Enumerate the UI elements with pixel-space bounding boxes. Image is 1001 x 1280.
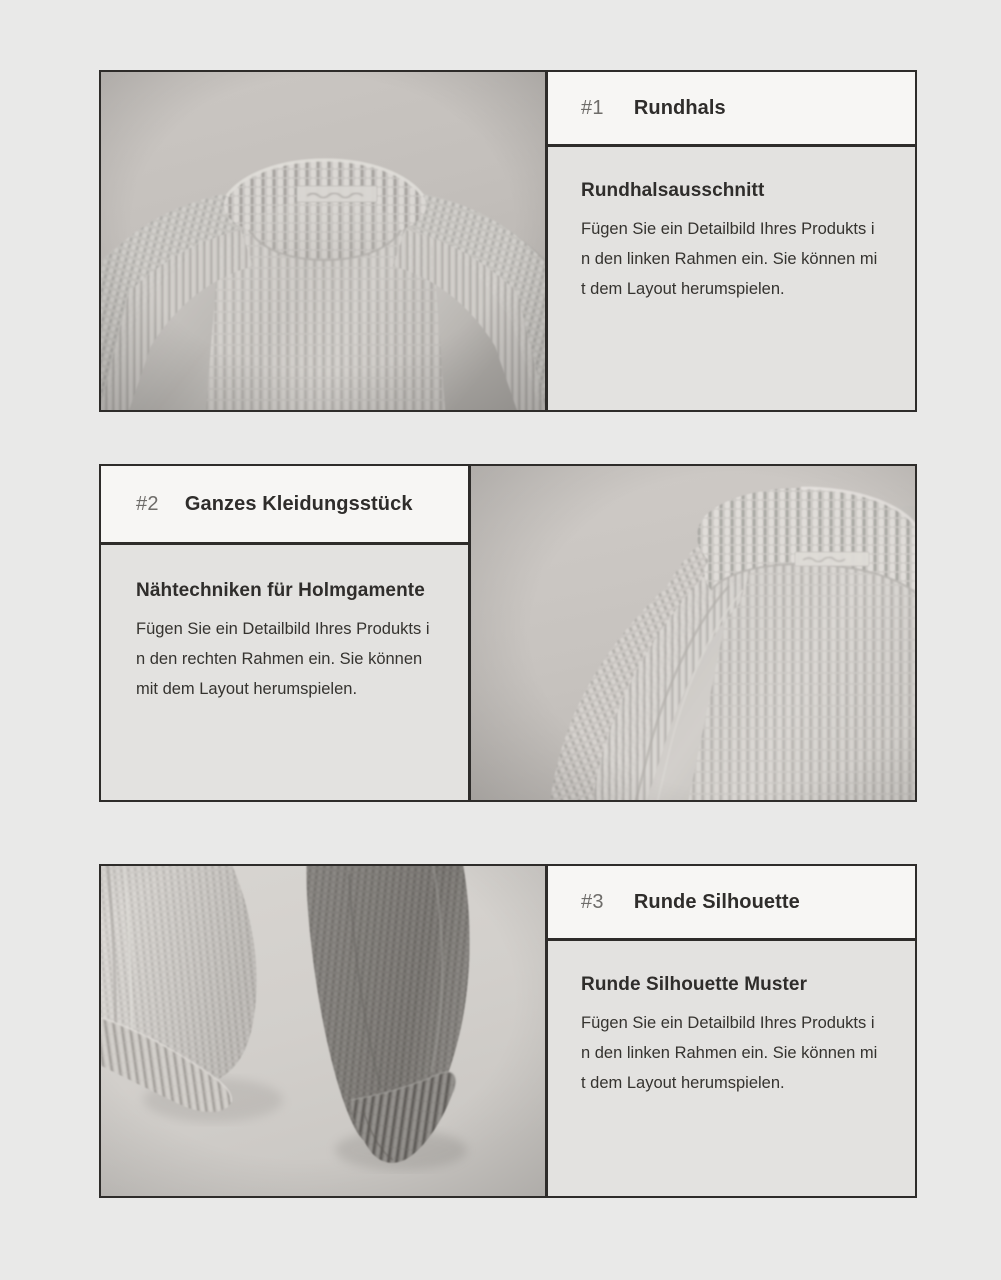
card-2-panel <box>101 466 471 800</box>
card-3-media[interactable] <box>101 866 545 1196</box>
sweater-shoulder-and-neckline-image <box>471 466 915 800</box>
card-2-header <box>101 466 468 545</box>
card-1-number: #1 <box>581 96 604 119</box>
card-2-media[interactable] <box>471 466 915 800</box>
card-3-header <box>548 866 917 941</box>
card-2-body-text: Fügen Sie ein Detailbild Ihres Produkts in den rechten Rahmen ein. Sie können mit dem Layout herumspielen. <box>136 620 430 698</box>
sweater-sleeve-cuffs-image <box>101 866 545 1196</box>
card-3-number: #3 <box>581 890 604 913</box>
product-card-1[interactable] <box>99 70 917 412</box>
card-2-number: #2 <box>136 492 159 515</box>
card-1-header <box>548 72 917 147</box>
card-1-body-text: Fügen Sie ein Detailbild Ihres Produkts in den linken Rahmen ein. Sie können mit dem Layout herumspielen. <box>581 220 878 298</box>
card-2-body <box>101 545 468 800</box>
card-1-media[interactable] <box>101 72 545 410</box>
card-1-body-title: Rundhalsausschnitt <box>581 180 765 201</box>
card-3-body-title: Runde Silhouette Muster <box>581 974 808 995</box>
card-1-body <box>548 147 917 410</box>
card-3-body <box>548 941 917 1196</box>
card-2-header-title: Ganzes Kleidungsstück <box>184 492 413 515</box>
card-3-header-title: Runde Silhouette <box>633 890 800 913</box>
card-1-header-title: Rundhals <box>633 96 726 119</box>
card-1-panel <box>545 72 917 410</box>
product-card-3[interactable] <box>99 864 917 1198</box>
crew-neck-sweater-closeup-image <box>101 72 545 410</box>
card-3-body-text: Fügen Sie ein Detailbild Ihres Produkts in den linken Rahmen ein. Sie können mit dem Layout herumspielen. <box>581 1014 878 1092</box>
card-2-body-title: Nähtechniken für Holmgamente <box>136 580 425 601</box>
card-3-panel <box>545 866 917 1196</box>
product-card-2[interactable] <box>99 464 917 802</box>
